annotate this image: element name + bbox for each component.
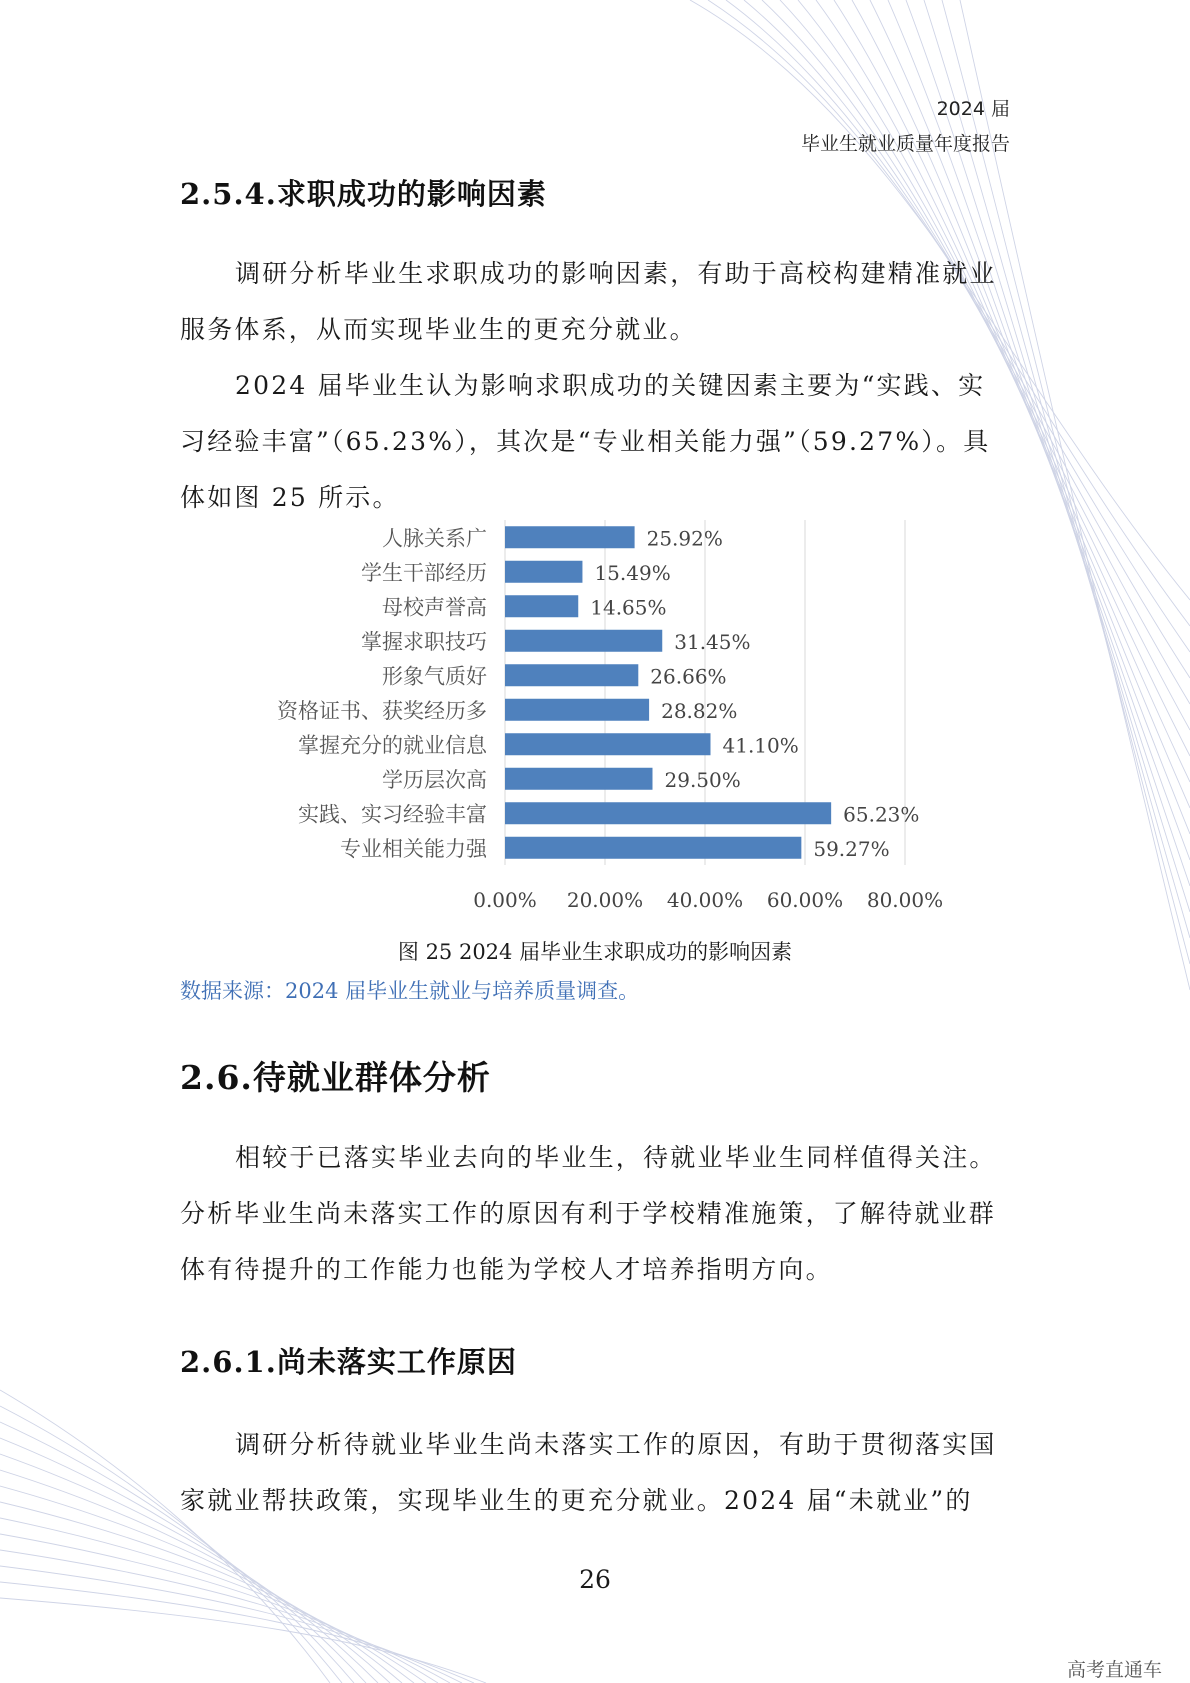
data-label: 14.65% [590,595,667,620]
data-label: 15.49% [594,560,671,585]
header-report-title: 毕业生就业质量年度报告 [800,133,1010,155]
x-tick-label: 60.00% [766,888,844,912]
data-label: 31.45% [674,629,751,654]
category-label: 专业相关能力强 [340,836,487,861]
x-tick-label: 0.00% [473,888,537,912]
data-label: 65.23% [843,802,920,827]
wave-line [0,1518,426,1683]
bar [505,837,801,859]
x-tick-label: 20.00% [566,888,644,912]
data-label: 25.92% [646,526,723,551]
category-label: 实践、实习经验丰富 [298,802,487,827]
paragraph-intro: 调研分析毕业生求职成功的影响因素，有助于高校构建精准就业服务体系，从而实现毕业生的更充分就业。 [180,259,997,344]
category-label: 形象气质好 [382,664,487,689]
data-label: 59.27% [813,836,890,861]
category-label: 母校声誉高 [382,595,487,620]
header-year: 2024 届 [936,98,1010,120]
wave-line [0,1534,438,1683]
data-label: 41.10% [722,733,799,758]
bar [505,802,831,824]
category-label: 掌握求职技巧 [361,629,487,654]
category-label: 学历层次高 [382,767,487,792]
category-label: 学生干部经历 [361,560,487,585]
wave-line [0,1598,486,1683]
paragraph-key-factors: 2024 届毕业生认为影响求职成功的关键因素主要为“实践、实习经验丰富”（65.23%），其次是“专业相关能力强”（59.27%）。具体如图 25 所示。 [180,371,991,512]
section-heading-2-6-1: 2.6.1.尚未落实工作原因 [180,1345,517,1379]
category-label: 资格证书、获奖经历多 [277,698,487,723]
category-label: 人脉关系广 [382,526,487,551]
bar [505,768,653,790]
data-label: 26.66% [650,664,727,689]
bar [505,561,582,583]
paragraph-unemployment-reasons: 调研分析待就业毕业生尚未落实工作的原因，有助于贯彻落实国家就业帮扶政策，实现毕业生的更充分就业。2024 届“未就业”的 [180,1430,997,1515]
bar [505,664,638,686]
section-heading-2-5-4: 2.5.4.求职成功的影响因素 [180,177,547,211]
bar [505,595,578,617]
x-tick-label: 40.00% [666,888,744,912]
category-label: 掌握充分的就业信息 [298,733,487,758]
paragraph-unemployed-analysis: 相较于已落实毕业去向的毕业生，待就业毕业生同样值得关注。分析毕业生尚未落实工作的原因有利于学校精准施策，了解待就业群体有待提升的工作能力也能为学校人才培养指明方向。 [180,1143,997,1284]
watermark-text: 高考直通车 [1066,1659,1162,1681]
data-label: 28.82% [661,698,738,723]
bar [505,630,662,652]
data-source-note: 数据来源：2024 届毕业生就业与培养质量调查。 [180,979,640,1003]
wave-line [0,1582,474,1683]
section-heading-2-6: 2.6.待就业群体分析 [180,1058,491,1097]
bar [505,526,635,548]
bar [505,733,711,755]
data-label: 29.50% [664,767,741,792]
x-tick-label: 80.00% [866,888,944,912]
bar [505,699,649,721]
bar-chart-success-factors [180,520,1010,920]
page-number: 26 [579,1565,611,1594]
figure-caption: 图 25 2024 届毕业生求职成功的影响因素 [397,940,793,964]
